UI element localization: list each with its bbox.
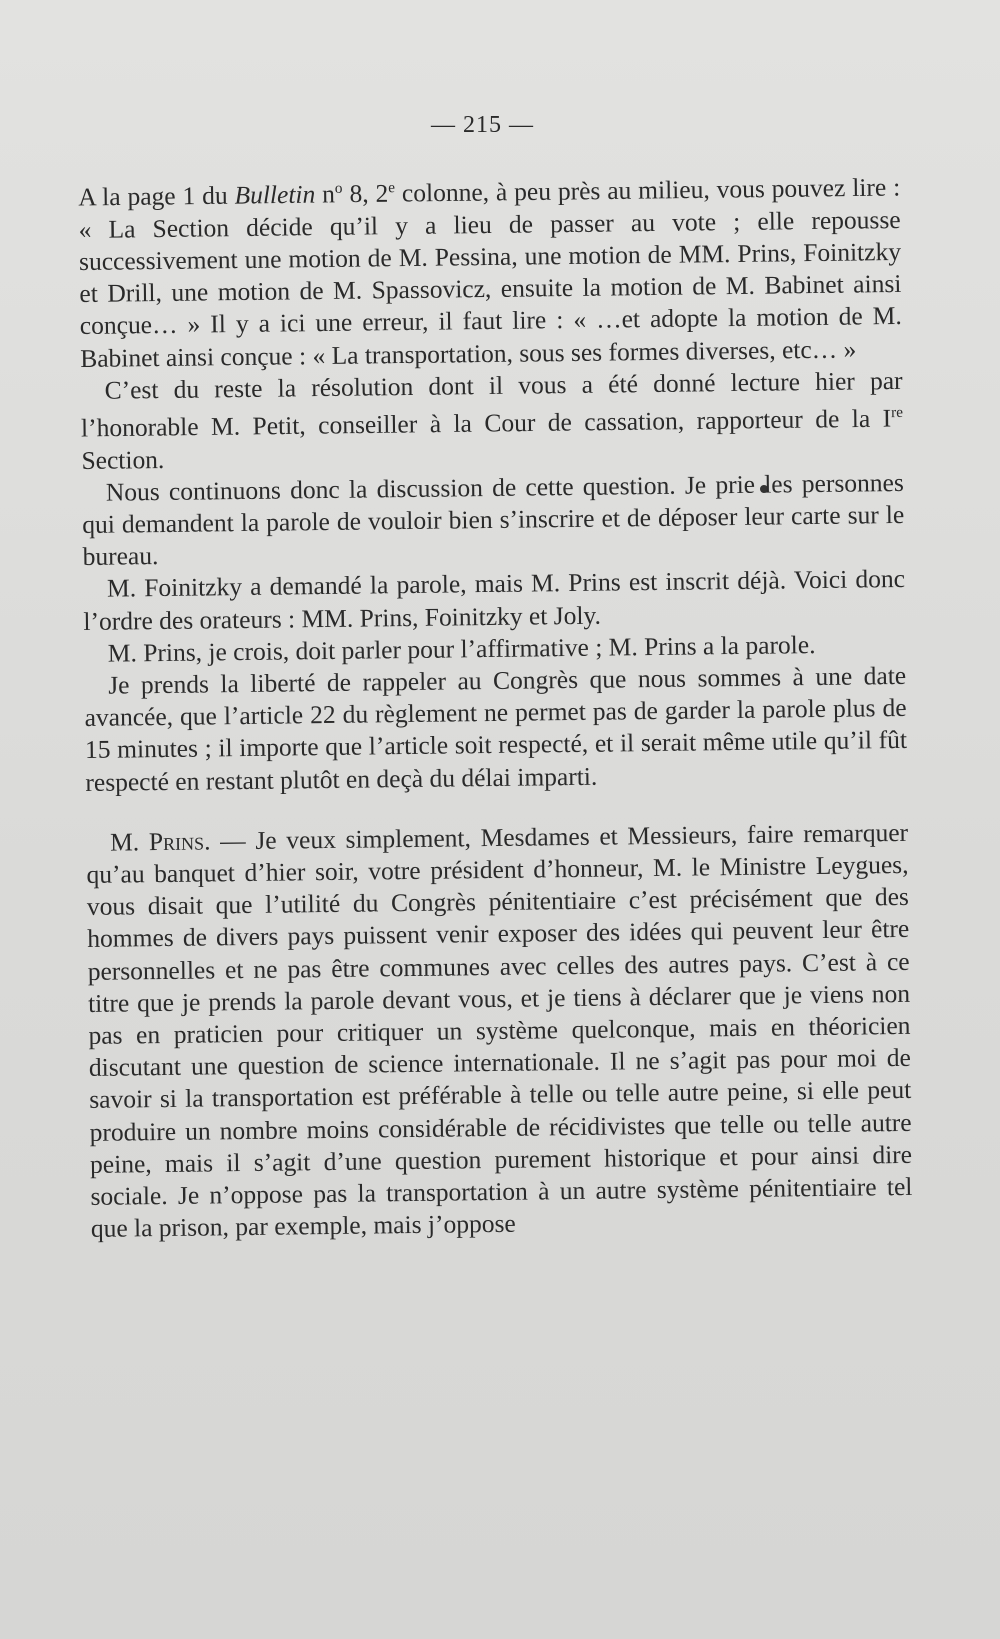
paragraph xyxy=(80,365,903,477)
text-run: . — Je veux simplement, Mesdames et Messieurs, faire remarquer qu’au banquet d’hier soir, votre président d’honneur, M. le Ministre Leygues, vous disait que l’utilité du Congrès pénitentiaire c’est précisément que des hommes de divers pays puissent venir exposer des idées qui peuvent leur être personnelles et ne pas être communes avec celles des autres pays. C’est à ce titre que je prends la parole devant vous, et je tiens à déclarer que je viens non pas en praticien pour critiquer un système quelconque, mais en théoricien discutant une question de science internationale. Il ne s’agit pas pour moi de savoir si la transportation est préférable à telle ou telle autre peine, si elle peut produire un nombre moins considérable de récidivistes que telle ou telle autre peine, mais il s’agit d’une question purement historique et pour ainsi dire sociale. Je n’oppose pas la transportation à un autre système pénitentiaire tel que la prison, par exemple, mais j’oppose xyxy=(86,817,913,1244)
page-number: — 215 — xyxy=(431,112,534,138)
text-run: re xyxy=(890,403,904,422)
text-run: n xyxy=(315,179,336,209)
text-run: Nous continuons donc la discussion de cette question. Je prie les personnes qui demandent la parole de vouloir bien s’inscrire et de déposer leur carte sur le bureau. xyxy=(82,467,905,572)
paragraph xyxy=(78,166,902,375)
text-run: o xyxy=(334,179,343,197)
text-run: M. xyxy=(109,827,150,857)
text-run: colonne, à peu près au milieu, vous pouvez lire : « La Section décide qu’il y a lieu de passer au vote ; elle repousse successivement une motion de M. Pessina, une motion de MM. Prins, Foinitzky et Drill, une motion de M. Spassovicz, ensuite la motion de M. Babinet ainsi conçue… » Il y a ici une erreur, il faut lire : « …et adopte la motion de M. Babinet ainsi conçue : « La transportation, sous ses formes diverses, etc… » xyxy=(78,172,902,373)
paragraph xyxy=(83,563,906,637)
paragraph xyxy=(82,467,905,574)
text-run: M. Prins, je crois, doit parler pour l’affirmative ; M. Prins a la parole. xyxy=(107,629,816,668)
text-run: 8, 2 xyxy=(342,178,389,209)
text-run: C’est du reste la résolution dont il vous a été donné lecture hier par l’honorable M. Petit, conseiller à la Cour de cassation, rapporteur de la I xyxy=(80,365,903,443)
paragraph xyxy=(84,660,908,799)
text-run: A la page 1 du xyxy=(78,180,235,212)
body-text xyxy=(78,166,913,1245)
text-run: Je prends la liberté de rappeler au Congrès que nous sommes à une date avancée, que l’article 22 du règlement ne permet pas de garder la parole plus de 15 minutes ; il importe que l’article soit respecté, et il serait même utile qu’il fût respecté en restant plutôt en deçà du délai imparti. xyxy=(84,660,908,797)
text-run: Prins xyxy=(148,826,205,857)
text-run: M. Foinitzky a demandé la parole, mais M. Prins est inscrit déjà. Voici donc l’ordre des orateurs : MM. Prins, Foinitzky et Joly. xyxy=(83,564,906,636)
text-run: Bulletin xyxy=(234,179,316,210)
text-run: Section. xyxy=(81,444,165,475)
text-run: e xyxy=(388,179,396,197)
paragraph xyxy=(86,817,913,1246)
